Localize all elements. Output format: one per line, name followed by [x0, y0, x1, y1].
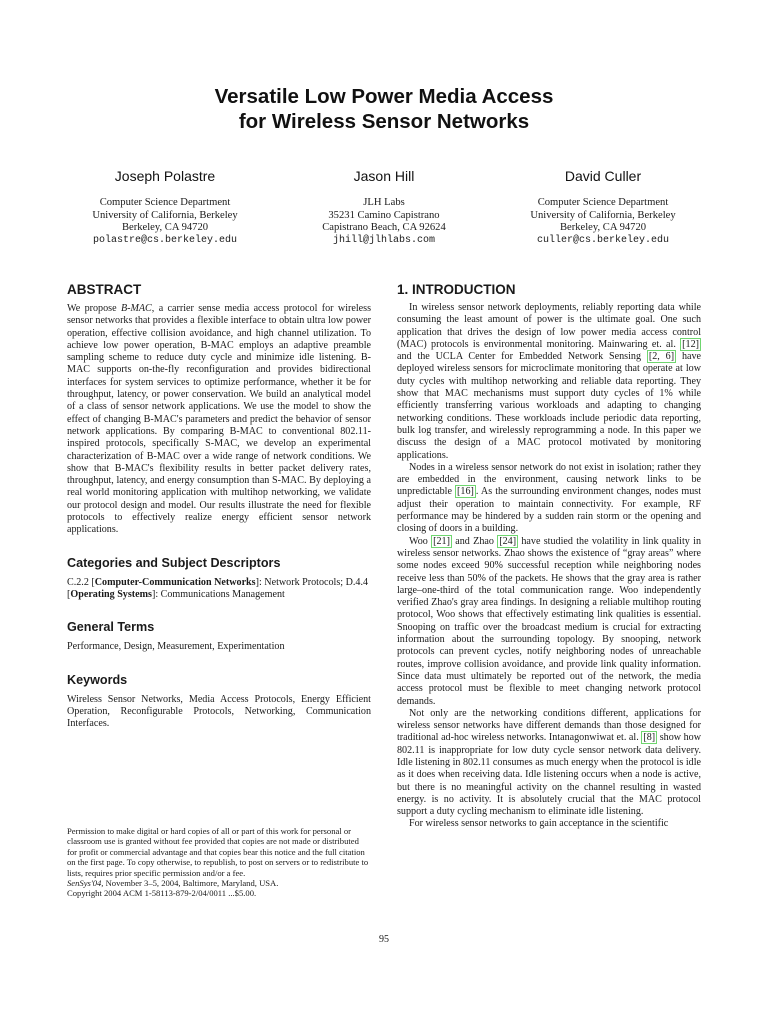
categories-part: ]: Network Protocols; D.4.4 [: [67, 576, 369, 600]
page-number: 95: [379, 934, 389, 945]
author-polastre: [60, 167, 270, 247]
abstract-heading: ABSTRACT: [67, 282, 142, 297]
intro-paragraph: For wireless sensor networks to gain acceptance in the scientific: [409, 818, 669, 830]
keywords-text: Wireless Sensor Networks, Media Access Protocols, Energy Efficient Operation, Reconfigurable Protocols, Networking, Communication Interfaces.: [67, 693, 371, 730]
affiliation-line: Berkeley, CA 94720: [559, 222, 647, 233]
citation-link[interactable]: [8]: [643, 732, 656, 744]
permission-text: Permission to make digital or hard copies of all or part of this work for personal or classroom use is granted without fee provided that copies are not made or distributed for profit or commercial advantage and that copies bear this notice and the full citation on the first page. To copy otherwise, to republish, to post on servers or to redistribute to lists, requires prior specific permission and/or a fee.: [67, 826, 369, 878]
affiliation-line: JLH Labs: [363, 197, 405, 208]
author-name: Joseph Polastre: [114, 168, 216, 184]
left-column: [67, 282, 371, 730]
title-line-1: Versatile Low Power Media Access: [214, 85, 554, 108]
abstract-text: [67, 303, 371, 537]
author-block: [60, 167, 708, 247]
venue-line: [67, 878, 371, 888]
affiliation-line: 35231 Camino Capistrano: [328, 209, 440, 221]
citation-link[interactable]: [16]: [457, 486, 474, 498]
text-run: show how 802.11 is inappropriate for low duty cycle sensor network data delivery. Idle listening in 802.11 consumes as much energy when the protocol is idle as it does when receiving data. Idle listening occurs when a node is active, but there is no meaningful activity on the channel resulting in wasted energy. is no activity. It is absolutely crucial that the MAC protocol support a duty cycling mechanism to eliminate idle listening.: [397, 732, 702, 818]
author-culler: [498, 167, 708, 247]
abstract-body: , a carrier sense media access protocol for wireless sensor networks that provides a flexible interface to obtain ultra low power operation, effective collision avoidance, and high channel utilization. To achieve low power operation, B-MAC employs an adaptive preamble sampling scheme to reduce duty cycle and minimize idle listening. B-MAC supports on-the-fly reconfiguration and provides bidirectional interfaces for system services to optimize performance, whether it be for throughput, latency, or power conservation. We build an analytical model of a class of sensor network applications. We use the model to show the effect of changing B-MAC's parameters and predict the behavior of sensor network applications. By comparing B-MAC to conventional 802.11-inspired protocols, specifically S-MAC, we develop an experimental characterization of B-MAC over a wide range of network conditions. We show that B-MAC's flexibility results in better packet delivery rates, throughput, latency, and energy consumption than S-MAC. By deploying a real world monitoring application with multihop networking, we validate our protocol design and model. Our results illustrate the need for flexible protocols to effectively realize energy efficient sensor network applications.: [67, 303, 371, 536]
text-run: Nodes in a wireless sensor network do not exist in isolation; rather they are embedded in the environment, causing network links to be unpredictable: [397, 461, 701, 498]
author-email: polastre@cs.berkeley.edu: [92, 234, 238, 246]
citation-link[interactable]: [21]: [433, 535, 450, 547]
introduction-heading: 1. INTRODUCTION: [397, 282, 516, 297]
venue-details: November 3–5, 2004, Baltimore, Maryland, USA.: [103, 878, 279, 889]
intro-paragraph: [397, 462, 701, 536]
citation-link[interactable]: [24]: [499, 535, 517, 547]
affiliation-line: University of California, Berkeley: [530, 209, 676, 221]
affiliation-line: Capistrano Beach, CA 92624: [322, 222, 446, 233]
text-run: have deployed wireless sensors for microclimate monitoring that operate at low duty cycles with multihop networking and reliable data reporting. They show that MAC mechanisms must support duty cycles of 1% while efficiently transferring various workloads and adapting to changing networking conditions. These workloads include periodic data reporting, bulk log transfer, and wirelessly reprogramming a node. In this paper we discuss the design of a MAC protocol motivated by monitoring applications.: [397, 351, 702, 461]
text-run: . As the surrounding environment changes, nodes must adjust their operation to maintain connectivity. For example, RF performance may be hindered by a sudden rain storm or the opening and closing of doors in a building.: [397, 486, 702, 535]
affiliation-line: Berkeley, CA 94720: [121, 222, 209, 233]
copyright-line: Copyright 2004 ACM 1-58113-879-2/04/0011 ...$5.00.: [67, 888, 257, 899]
affiliation-line: Computer Science Department: [537, 197, 669, 208]
keywords-heading: Keywords: [67, 672, 128, 687]
citation-link[interactable]: [12]: [682, 338, 699, 350]
categories-heading: Categories and Subject Descriptors: [67, 555, 281, 570]
text-run: and Zhao: [451, 535, 498, 547]
text-run: Woo: [409, 535, 432, 547]
author-hill: [279, 167, 489, 247]
paper-title: [0, 84, 768, 134]
intro-paragraph: [397, 708, 701, 819]
title-line-2: for Wireless Sensor Networks: [238, 110, 530, 133]
venue-name: SenSys'04,: [67, 878, 104, 889]
author-email: jhill@jlhlabs.com: [332, 234, 436, 246]
abstract-bmac: B-MAC: [120, 303, 152, 314]
citation-link[interactable]: [2, 6]: [648, 351, 675, 363]
right-column: [397, 282, 701, 831]
categories-bold: Operating Systems: [70, 588, 152, 600]
author-email: culler@cs.berkeley.edu: [536, 234, 670, 246]
author-name: David Culler: [564, 168, 642, 184]
general-terms-text: Performance, Design, Measurement, Experimentation: [67, 641, 285, 653]
general-terms-heading: General Terms: [67, 620, 155, 635]
text-run: Not only are the networking conditions different, applications for wireless sensor networks have different demands than those designed for traditional ad-hoc wireless networks. Intanagonwiwat et. al.: [397, 707, 701, 744]
text-run: have studied the volatility in link quality in wireless sensor networks. Zhao shows the existence of “gray areas” where some nodes exceed 90% successful reception while neighboring nodes receive less than 50% of the packets. He shows that the gray area is rather large–one-third of the total communication range. Woo independently verified Zhao's gray area findings. In designing a reliable multihop routing protocol, Woo shows that effectively estimating link qualities is essential. Snooping on traffic over the broadcast medium is crucial for extracting information about the surrounding topology. By snooping, network protocols can prevent cycles, notify neighboring nodes of unreachable routes, improve collision avoidance, and provide link quality information. Since data must ultimately be reported out of the network, the media access protocol must be flexible to meet changing network protocol demands.: [397, 535, 702, 707]
categories-part: ]: Communications Management: [151, 588, 285, 600]
affiliation-line: Computer Science Department: [99, 197, 231, 208]
intro-paragraph: [397, 302, 701, 462]
text-run: and the UCLA Center for Embedded Network Sensing: [397, 351, 647, 363]
categories-bold: Computer-Communication Networks: [94, 576, 256, 588]
intro-paragraph: [397, 536, 701, 708]
text-run: In wireless sensor network deployments, reliably reporting data while consuming the least amount of power is the ultimate goal. One such application that drives the design of low power media access control (MAC) protocols is environmental monitoring. Mainwaring et. al.: [397, 302, 701, 350]
author-name: Jason Hill: [353, 168, 415, 184]
abstract-pre: We propose: [67, 303, 121, 314]
categories-part: C.2.2 [: [67, 576, 95, 588]
affiliation-line: University of California, Berkeley: [92, 209, 238, 221]
categories-text: [67, 577, 371, 602]
permission-notice: [67, 826, 371, 899]
